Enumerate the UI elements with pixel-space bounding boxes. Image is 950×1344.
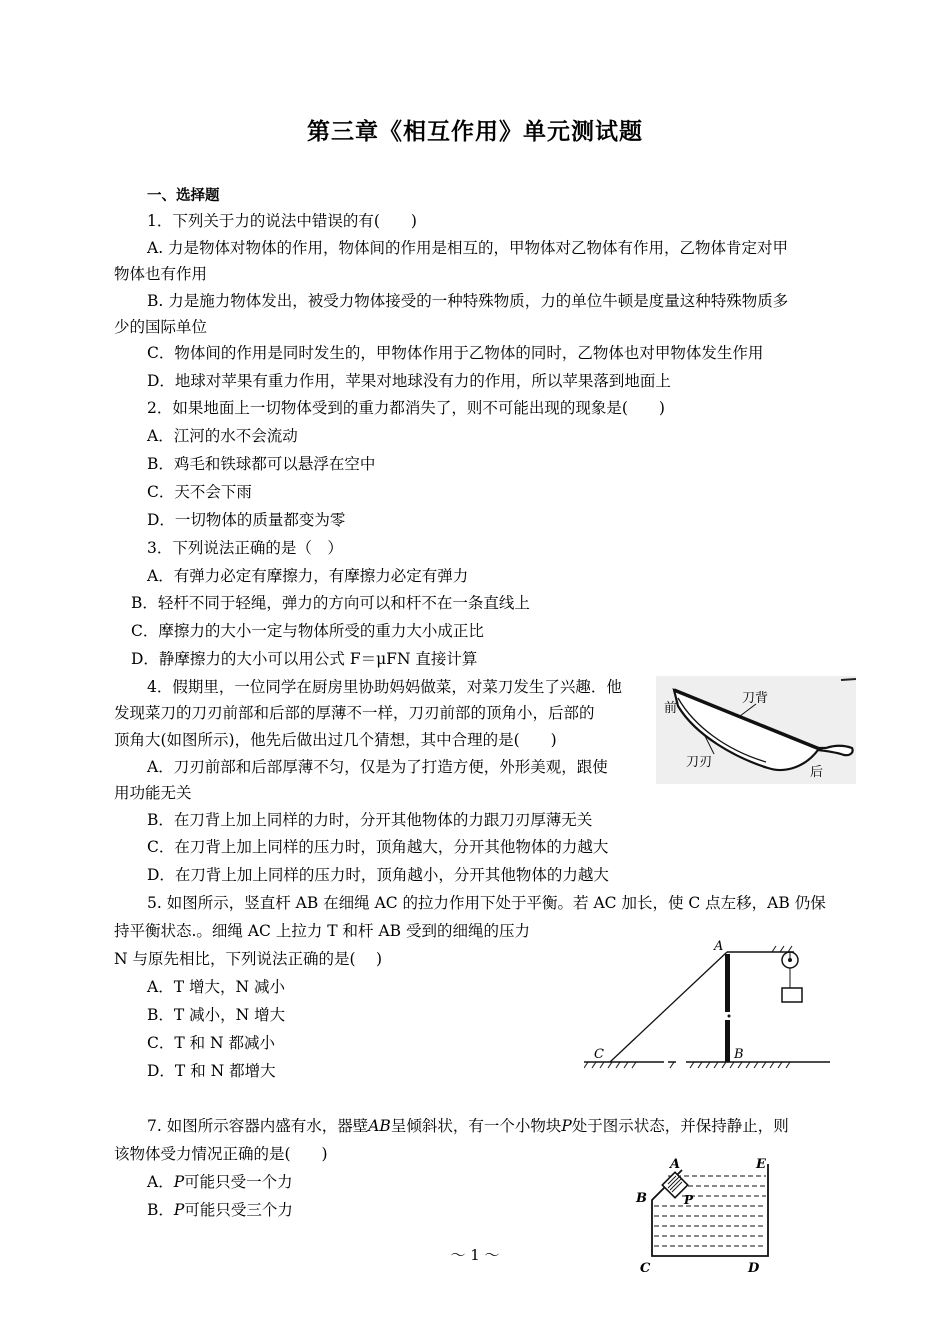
q7-option-a-text: 可能只受一个力 [184, 1173, 293, 1191]
q1-option-d: D．地球对苹果有重力作用，苹果对地球没有力的作用，所以苹果落到地面上 [147, 372, 671, 390]
pole-label-b: B [734, 1047, 744, 1062]
q2-option-c: C．天不会下雨 [147, 483, 252, 501]
q3-option-b: B．轻杆不同于轻绳，弹力的方向可以和杆不在一条直线上 [131, 594, 530, 612]
q7-text-2: 呈倾斜状，有一个小物块 [390, 1117, 562, 1135]
q4-stem-line1: 4．假期里，一位同学在厨房里协助妈妈做菜，对菜刀发生了兴趣．他 [147, 678, 622, 696]
q7-option-a [147, 1172, 293, 1192]
q7-p: P [561, 1117, 572, 1135]
q7-stem-line2: 该物体受力情况正确的是( ) [114, 1145, 328, 1163]
q5-option-a: A．T 增大，N 减小 [147, 978, 285, 996]
q5-option-b: B．T 减小，N 增大 [147, 1006, 286, 1024]
q4-stem-line3: 顶角大(如图所示)，他先后做出过几个猜想，其中合理的是( ) [114, 731, 557, 749]
q3-option-d: D．静摩擦力的大小可以用公式 F＝μFN 直接计算 [131, 650, 478, 668]
q1-stem: 1．下列关于力的说法中错误的有( ) [147, 212, 417, 230]
q7-text-3: 处于图示状态，并保持静止，则 [571, 1117, 789, 1135]
q7-option-a-label: A． [147, 1173, 174, 1191]
q5-stem-line2: 持平衡状态.。细绳 AC 上拉力 T 和杆 AB 受到的细绳的压力 [114, 922, 530, 940]
knife-label-front: 前 [664, 701, 678, 716]
q7-option-b-p: P [173, 1201, 185, 1219]
q7-option-a-p: P [173, 1173, 185, 1191]
pole-label-a: A [714, 939, 724, 954]
q4-option-a-cont: 用功能无关 [114, 784, 192, 802]
q3-stem: 3．下列说法正确的是（ ） [147, 539, 343, 557]
section-heading: 一、选择题 [147, 188, 220, 204]
q1-option-a: A. 力是物体对物体的作用，物体间的作用是相互的，甲物体对乙物体有作用，乙物体肯定对甲 [147, 239, 789, 257]
q7-option-b-label: B． [147, 1201, 174, 1219]
q4-stem-line2: 发现菜刀的刀刃前部和后部的厚薄不一样，刀刃前部的顶角小，后部的 [114, 704, 595, 722]
q4-option-a: A．刀刃前部和后部厚薄不匀，仅是为了打造方便，外形美观，跟使 [147, 758, 608, 776]
container-label-d: D [748, 1261, 760, 1276]
q5-stem-line1: 5. 如图所示，竖直杆 AB 在细绳 AC 的拉力作用下处于平衡。若 AC 加长，使 C 点左移，AB 仍保 [147, 894, 826, 912]
container-label-b: B [636, 1191, 647, 1206]
q7-text-1: 7. 如图所示容器内盛有水，器壁 [147, 1117, 369, 1135]
q7-option-b-text: 可能只受三个力 [184, 1201, 293, 1219]
q1-option-b-cont: 少的国际单位 [114, 318, 208, 336]
q4-option-d: D．在刀背上加上同样的压力时，顶角越小，分开其他物体的力越大 [147, 866, 609, 884]
container-label-a: A [670, 1157, 681, 1172]
knife-figure [656, 676, 856, 784]
q3-option-c: C．摩擦力的大小一定与物体所受的重力大小成正比 [131, 622, 484, 640]
q7-stem-line1 [147, 1116, 789, 1136]
q2-option-d: D．一切物体的质量都变为零 [147, 511, 346, 529]
q5-option-d: D．T 和 N 都增大 [147, 1062, 276, 1080]
page-title: 第三章《相互作用》单元测试题 [307, 119, 643, 145]
q1-option-c: C．物体间的作用是同时发生的，甲物体作用于乙物体的同时，乙物体也对甲物体发生作用 [147, 344, 764, 362]
q2-option-b: B．鸡毛和铁球都可以悬浮在空中 [147, 455, 376, 473]
knife-label-edge: 刀刃 [686, 755, 713, 770]
q5-option-c: C．T 和 N 都减小 [147, 1034, 276, 1052]
q7-option-b [147, 1200, 293, 1220]
q7-ab: AB [368, 1117, 391, 1135]
q3-option-a: A．有弹力必定有摩擦力，有摩擦力必定有弹力 [147, 567, 469, 585]
knife-label-rear: 后 [810, 765, 824, 780]
q4-option-c: C．在刀背上加上同样的压力时，顶角越大，分开其他物体的力越大 [147, 838, 609, 856]
q2-stem: 2．如果地面上一切物体受到的重力都消失了，则不可能出现的现象是( ) [147, 399, 665, 417]
pole-label-c: C [594, 1047, 604, 1062]
pole-figure [584, 936, 830, 1076]
q1-option-b: B. 力是施力物体发出，被受力物体接受的一种特殊物质，力的单位牛顿是度量这种特殊物质多 [147, 292, 789, 310]
q1-option-a-cont: 物体也有作用 [114, 265, 208, 283]
container-label-c: C [640, 1261, 651, 1276]
knife-label-back: 刀背 [742, 691, 769, 706]
q2-option-a: A．江河的水不会流动 [147, 427, 298, 445]
q4-option-b: B．在刀背上加上同样的力时，分开其他物体的力跟刀刃厚薄无关 [147, 811, 593, 829]
page-number: ～ 1 ～ [450, 1246, 500, 1264]
container-label-p: P [684, 1193, 694, 1207]
q5-stem-line3: N 与原先相比，下列说法正确的是( ) [114, 950, 383, 968]
container-label-e: E [756, 1157, 766, 1172]
